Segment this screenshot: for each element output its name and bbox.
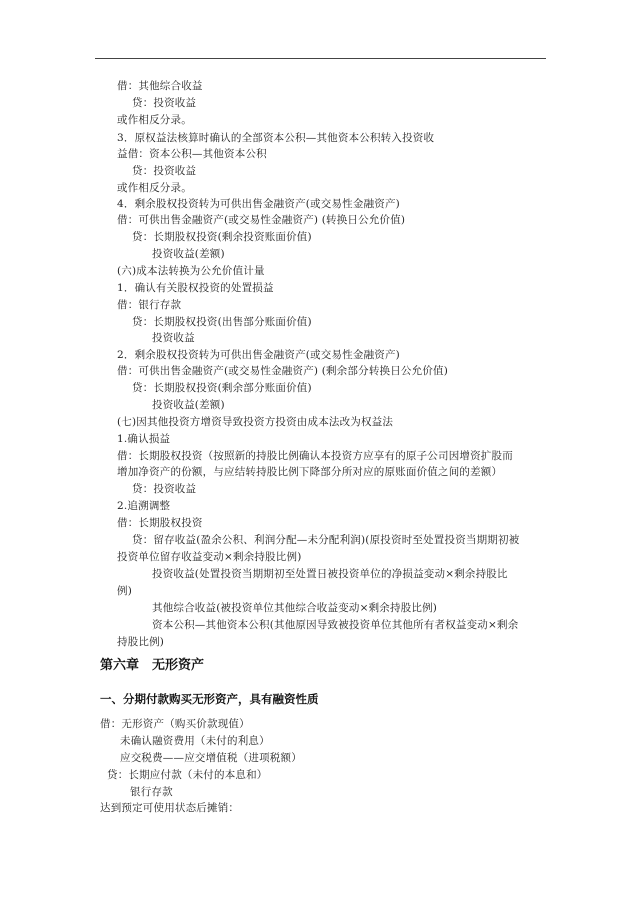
text-line: 投资收益(差额) (152, 399, 225, 411)
header-rule (95, 58, 546, 59)
text-line: 或作相反分录。 (117, 114, 192, 126)
text-line: 投资收益(差额) (152, 248, 225, 260)
text-line: 借：长期股权投资 (117, 517, 203, 529)
text-line: 其他综合收益(被投资单位其他综合收益变动×剩余持股比例) (152, 602, 438, 614)
text-line: 借：其他综合收益 (117, 80, 203, 92)
text-line: 达到预定可使用状态后摊销： (100, 802, 240, 814)
text-line: 益借：资本公积—其他资本公积 (117, 148, 267, 160)
text-line: 未确认融资费用（未付的利息） (120, 735, 270, 747)
text-line: 2.追溯调整 (117, 500, 171, 512)
text-line: 贷：长期应付款（未付的本息和） (107, 769, 268, 781)
chapter-title: 第六章 无形资产 (100, 658, 205, 673)
text-line: (六)成本法转换为公允价值计量 (117, 265, 265, 277)
text-line: 投资单位留存收益变动×剩余持股比例) (117, 551, 302, 563)
text-line: 贷：长期股权投资(剩余投资账面价值) (132, 231, 312, 243)
text-line: 贷：长期股权投资(出售部分账面价值) (132, 316, 312, 328)
text-line: 例) (117, 585, 132, 597)
text-line: 4．剩余股权投资转为可供出售金融资产(或交易性金融资产) (117, 198, 400, 210)
text-line: 贷：投资收益 (132, 165, 197, 177)
text-line: 或作相反分录。 (117, 182, 192, 194)
text-line: 持股比例) (117, 636, 165, 648)
text-line: 借：无形资产（购买价款现值） (100, 718, 250, 730)
text-line: 投资收益 (152, 332, 195, 344)
text-line: 3．原权益法核算时确认的全部资本公积—其他资本公积转入投资收 (117, 132, 435, 144)
text-line: 贷：留存收益(盈余公积、利润分配—未分配利润)(原投资时至处置投资当期期初被 (132, 534, 520, 546)
text-line: 1.确认损益 (117, 433, 171, 445)
text-line: 借：长期股权投资（按照新的持股比例确认本投资方应享有的原子公司因增资扩股而 (117, 450, 513, 462)
text-line: 贷：投资收益 (132, 483, 197, 495)
text-line: 银行存款 (130, 786, 173, 798)
section-title: 一、分期付款购买无形资产，具有融资性质 (100, 692, 319, 706)
text-line: 贷：投资收益 (132, 97, 197, 109)
text-line: (七)因其他投资方增资导致投资方投资由成本法改为权益法 (117, 416, 394, 428)
text-line: 借：可供出售金融资产(或交易性金融资产) (转换日公允价值) (117, 214, 406, 226)
text-line: 应交税费——应交增值税（进项税额） (120, 752, 302, 764)
text-line: 投资收益(处置投资当期期初至处置日被投资单位的净损益变动×剩余持股比 (152, 568, 508, 580)
text-line: 贷：长期股权投资(剩余部分账面价值) (132, 382, 312, 394)
text-line: 借：可供出售金融资产(或交易性金融资产) (剩余部分转换日公允价值) (117, 365, 449, 377)
text-line: 1．确认有关股权投资的处置损益 (117, 282, 274, 294)
text-line: 资本公积—其他资本公积(其他原因导致被投资单位其他所有者权益变动×剩余 (152, 619, 519, 631)
text-line: 增加净资产的份额，与应结转持股比例下降部分所对应的原账面价值之间的差额） (117, 466, 503, 478)
text-line: 2．剩余股权投资转为可供出售金融资产(或交易性金融资产) (117, 349, 400, 361)
text-line: 借：银行存款 (117, 299, 182, 311)
